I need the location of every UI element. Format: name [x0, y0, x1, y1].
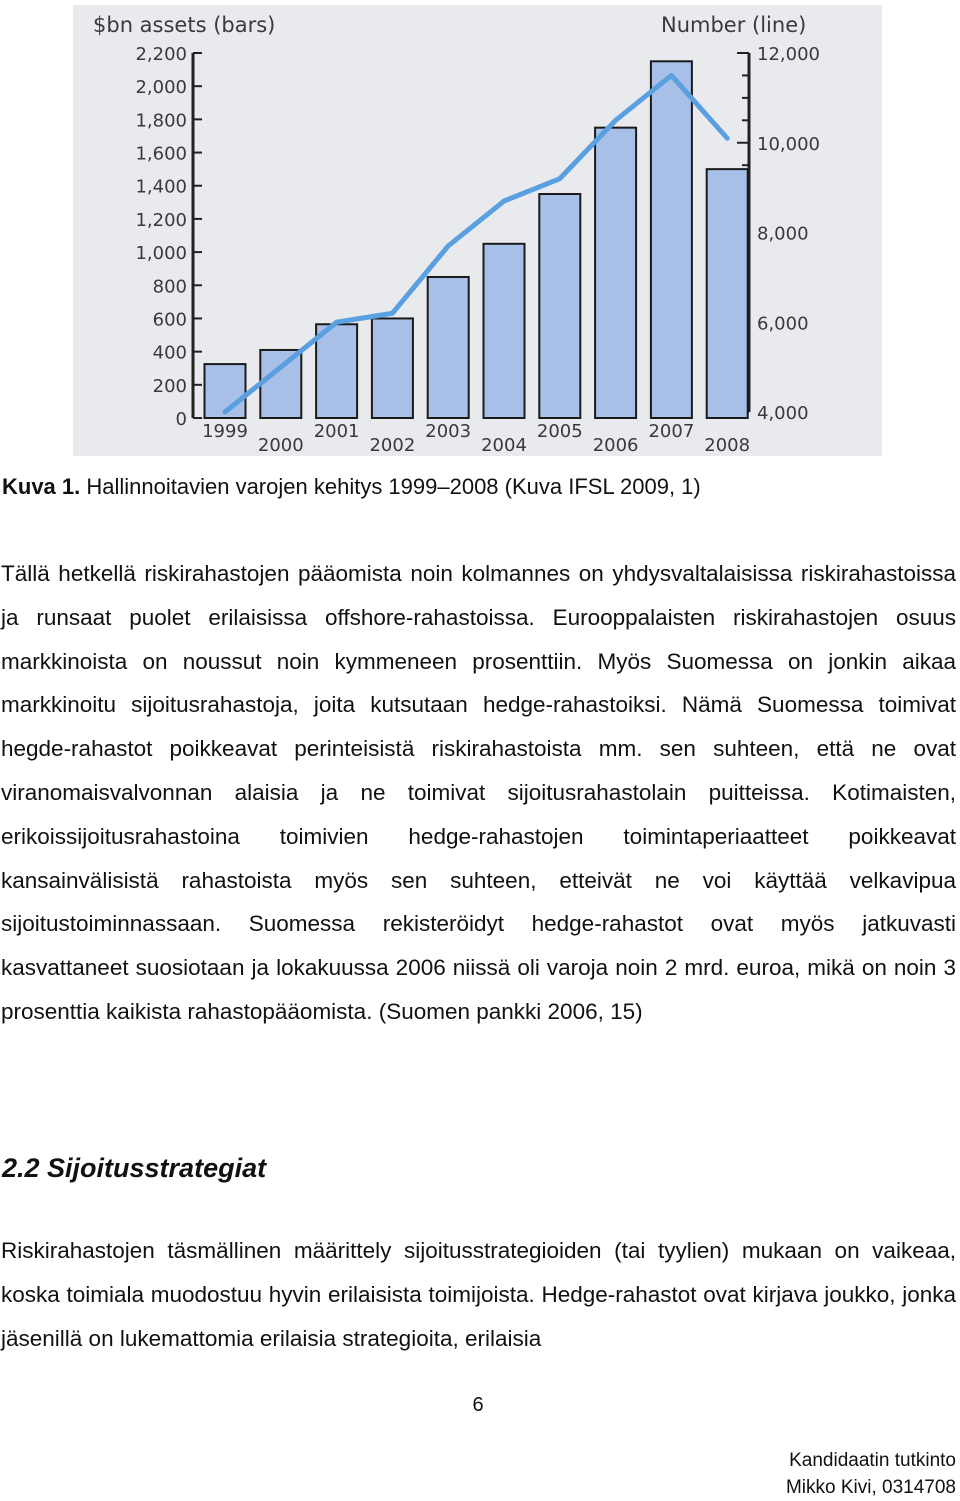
footer-author: Mikko Kivi, 0314708 [785, 1477, 956, 1498]
right-tick-label: 10,000 [757, 133, 820, 155]
x-tick-label: 2005 [536, 421, 583, 442]
x-tick-label: 2001 [313, 421, 360, 442]
right-axis [737, 44, 820, 424]
x-tick-label: 2008 [704, 435, 751, 456]
section-heading: 2.2 Sijoitusstrategiat [2, 1153, 267, 1183]
left-axis [135, 44, 202, 430]
bar [707, 169, 748, 418]
x-tick-label: 2000 [257, 435, 304, 456]
left-tick-label: 1,600 [135, 143, 187, 165]
bar [372, 318, 413, 418]
bar [316, 324, 357, 418]
x-tick-label: 1999 [202, 421, 248, 442]
left-axis-title: $bn assets (bars) [93, 13, 276, 37]
left-tick-label: 800 [152, 276, 187, 298]
left-tick-label: 2,000 [135, 77, 187, 99]
left-tick-label: 400 [152, 342, 187, 364]
right-tick-label: 6,000 [757, 313, 809, 335]
left-tick-label: 2,200 [135, 44, 187, 65]
left-tick-label: 1,200 [135, 209, 187, 231]
caption-label: Kuva 1. [2, 474, 81, 499]
left-tick-label: 600 [152, 309, 187, 331]
paragraph-2: Riskirahastojen täsmällinen määrittely sijoitusstrategioiden (tai tyylien) mukaan on vaikeaa, koska toimiala muodostuu hyvin erilaisista toimijoista. Hedge-rahastot ovat kirjava joukko, jonka jäsenillä on lukemattomia erilaisia strategioita, erilaisia [1, 1238, 956, 1351]
paragraph-1: Tällä hetkellä riskirahastojen pääomista noin kolmannes on yhdysvaltalaisissa riskirahastoissa ja runsaat puolet erilaisissa offshore-rahastoissa. Eurooppalaisten riskirahastojen osuus markkinoista on noussut noin kymmeneen prosenttiin. Myös Suomessa on jonkin aikaa markkinoitu sijoitusrahastoja, joita kutsutaan hedge-rahastoiksi. Nämä Suomessa toimivat hegde-rahastot poikkeavat perinteisistä riskirahastoista mm. sen suhteen, että ne ovat viranomaisvalvonnan alaisia ja ne toimivat sijoitusrahastolain puitteissa. Kotimaisten, erikoissijoitusrahastoina toimivien hedge-rahastojen toimintaperiaatteet poikkeavat kansainvälisistä rahastoista myös sen suhteen, etteivät ne voi käyttää velkavipua sijoitustoiminnassaan. Suomessa rekisteröidyt hedge-rahastot ovat myös jatkuvasti kasvattaneet suosiotaan ja lokakuussa 2006 niissä oli varoja noin 2 mrd. euroa, mikä on noin 3 prosenttia kaikista rahastopääomista. (Suomen pankki 2006, 15) [1, 561, 956, 1024]
x-tick-label: 2006 [592, 435, 639, 456]
right-tick-label: 12,000 [757, 44, 820, 65]
x-tick-label: 2007 [648, 421, 695, 442]
right-tick-label: 4,000 [757, 403, 809, 424]
bar [484, 244, 525, 418]
footer-degree: Kandidaatin tutkinto [789, 1450, 956, 1471]
left-tick-label: 200 [152, 375, 187, 397]
figure-caption [2, 472, 701, 502]
right-axis-title: Number (line) [661, 13, 807, 37]
bar [651, 61, 692, 418]
left-tick-label: 1,000 [135, 243, 187, 265]
x-axis-labels [202, 421, 750, 456]
left-tick-label: 0 [175, 409, 187, 430]
bar [260, 350, 301, 418]
x-tick-label: 2003 [425, 421, 472, 442]
bar [595, 128, 636, 418]
left-tick-label: 1,800 [135, 110, 187, 132]
footer [786, 1447, 956, 1501]
caption-text: Hallinnoitavien varojen kehitys 1999–2008 (Kuva IFSL 2009, 1) [80, 474, 701, 499]
bar [539, 194, 580, 418]
x-tick-label: 2004 [481, 435, 527, 456]
chart [73, 5, 882, 456]
x-tick-label: 2002 [369, 435, 416, 456]
left-tick-label: 1,400 [135, 176, 187, 198]
page-number: 6 [472, 1394, 484, 1416]
right-tick-label: 8,000 [757, 223, 809, 245]
hedge-fund-chart [73, 5, 882, 456]
bar [428, 277, 469, 418]
